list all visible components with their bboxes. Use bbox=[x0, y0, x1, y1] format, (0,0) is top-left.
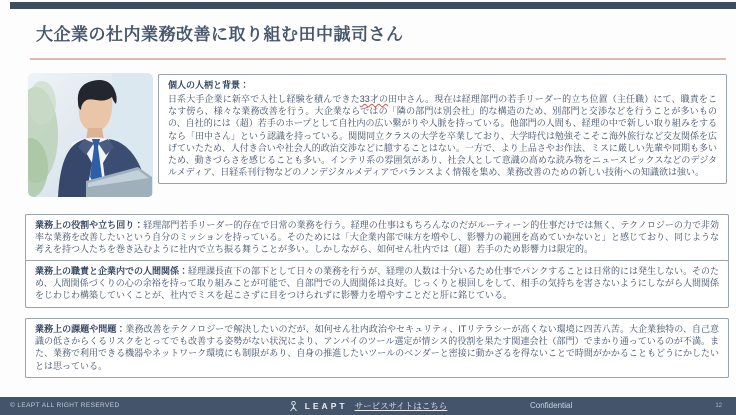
page-number: 12 bbox=[715, 403, 722, 409]
persona-body-post: 田中さん。現在は経理部門の若手リーダー的立ち位置（主任職）にて、職責をこなす傍ら、様々な業務改善を行う。大企業ならではの「隣の部門は別会社」的な構造のため、別部門と交渉などを行うことが多いものの、自社的には（超）若手のホープとして自社内の広い繋がりや人脈を持っている。他部門の人間も、経理の中で新しい取り組みをするなら「田中さん」という認識を持っている。関関同立クラスの大学を卒業しており、大学時代は勉強そこそこ海外旅行など交友関係を広げていたため、人付き合いや社会人的政治交渉などに臆することはない。一方で、より上品さやお作法、ミスに厳しい先輩や同期も多いため、動きづらさを感じることも多い。インテリ系の雰囲気があり、社会人として意識の高めな読み物をニュースピックスなどのデジタルメディア、日経系刊行物などのノンデジタルメディアでバランスよく情報を集め、業務改善のための新しい技術への知識欲は強い。 bbox=[168, 94, 717, 178]
leapt-logo-icon bbox=[289, 401, 298, 412]
businessman-photo-illustration bbox=[28, 73, 153, 197]
relationships-text: 経理課長直下の部下として日々の業務を行うが、経理の人数は十分いるため仕事でパンクすることは日常的には発生しない。そのため、人間関係づくりの心の余裕を持って取り組みことが可能で、自部門での人間関係は良好。じっくりと根回しをして、相手の気持ちを害さないようにしながら人間関係をじわじわ構築していくことが、社内でミスを起こさずに目をつけられずに影響力を増やすことだと肝に銘じている。 bbox=[35, 266, 719, 301]
section-role bbox=[25, 214, 729, 262]
persona-body-pre: 日系大手企業に新卒で入社し経験を積んできた bbox=[168, 94, 360, 104]
problems-label: 業務上の課題や問題： bbox=[35, 324, 126, 334]
service-site-link[interactable]: サービスサイトはこちら bbox=[354, 401, 448, 411]
problems-text: 業務改善をテクノロジーで解決したいのだが、如何せん社内政治やセキュリティ、ITリテラシーが高くない環境に四苦八苦。大企業独特の、自己意識の低さからくるリスクをとってでも改善する姿勢がない状況により、アンパイのツール選定が情シス的役割を果たす関連会社（部門）でまかり通っているのが不満。また、業務で利用できる機器やネットワーク環境にも制限があり、自身の推進したいツールのベンダーと密接に動かざるを得ないことで時間がかかることもどうにかしたいとは思っている。 bbox=[35, 324, 719, 371]
title-divider bbox=[30, 58, 726, 60]
top-accent-bar bbox=[10, 2, 736, 9]
page-title: 大企業の社内業務改善に取り組む田中誠司さん bbox=[36, 25, 404, 44]
footer-brand-group bbox=[0, 397, 736, 415]
role-text: 経理部門若手リーダー的存在で日常の業務を行う。経理の仕事はもちろんなのだがルーティーン的仕事だけでは無く、テクノロジーの力で非効率な業務を改善したいという自分のミッションを持っている。そのためには「大企業内部で味方を増やし、影響力の範囲を高めていかないと」と感じており、同じような考えを持つ人たちを巻き込むように社内で立ち振る舞うことが多い。しかしながら、如何せん社内では（超）若手のため影響力は限定的。 bbox=[35, 220, 719, 255]
persona-photo bbox=[28, 73, 153, 197]
section-persona-background bbox=[158, 74, 727, 184]
section-problems bbox=[25, 318, 729, 378]
persona-body-spellcheck-marked: 33才の bbox=[359, 94, 389, 104]
confidential-label: Confidential bbox=[530, 401, 573, 410]
persona-heading: 個人の人柄と背景： bbox=[168, 80, 250, 90]
footer-bar bbox=[0, 397, 736, 415]
copyright-text: © LEAPT ALL RIGHT RESERVED bbox=[10, 402, 120, 409]
role-label: 業務上の役割や立ち回り： bbox=[35, 220, 144, 230]
section-relationships bbox=[25, 260, 729, 308]
relationships-label: 業務上の職責と企業内での人間関係： bbox=[35, 266, 189, 276]
brand-name: LEAPT bbox=[304, 401, 348, 411]
